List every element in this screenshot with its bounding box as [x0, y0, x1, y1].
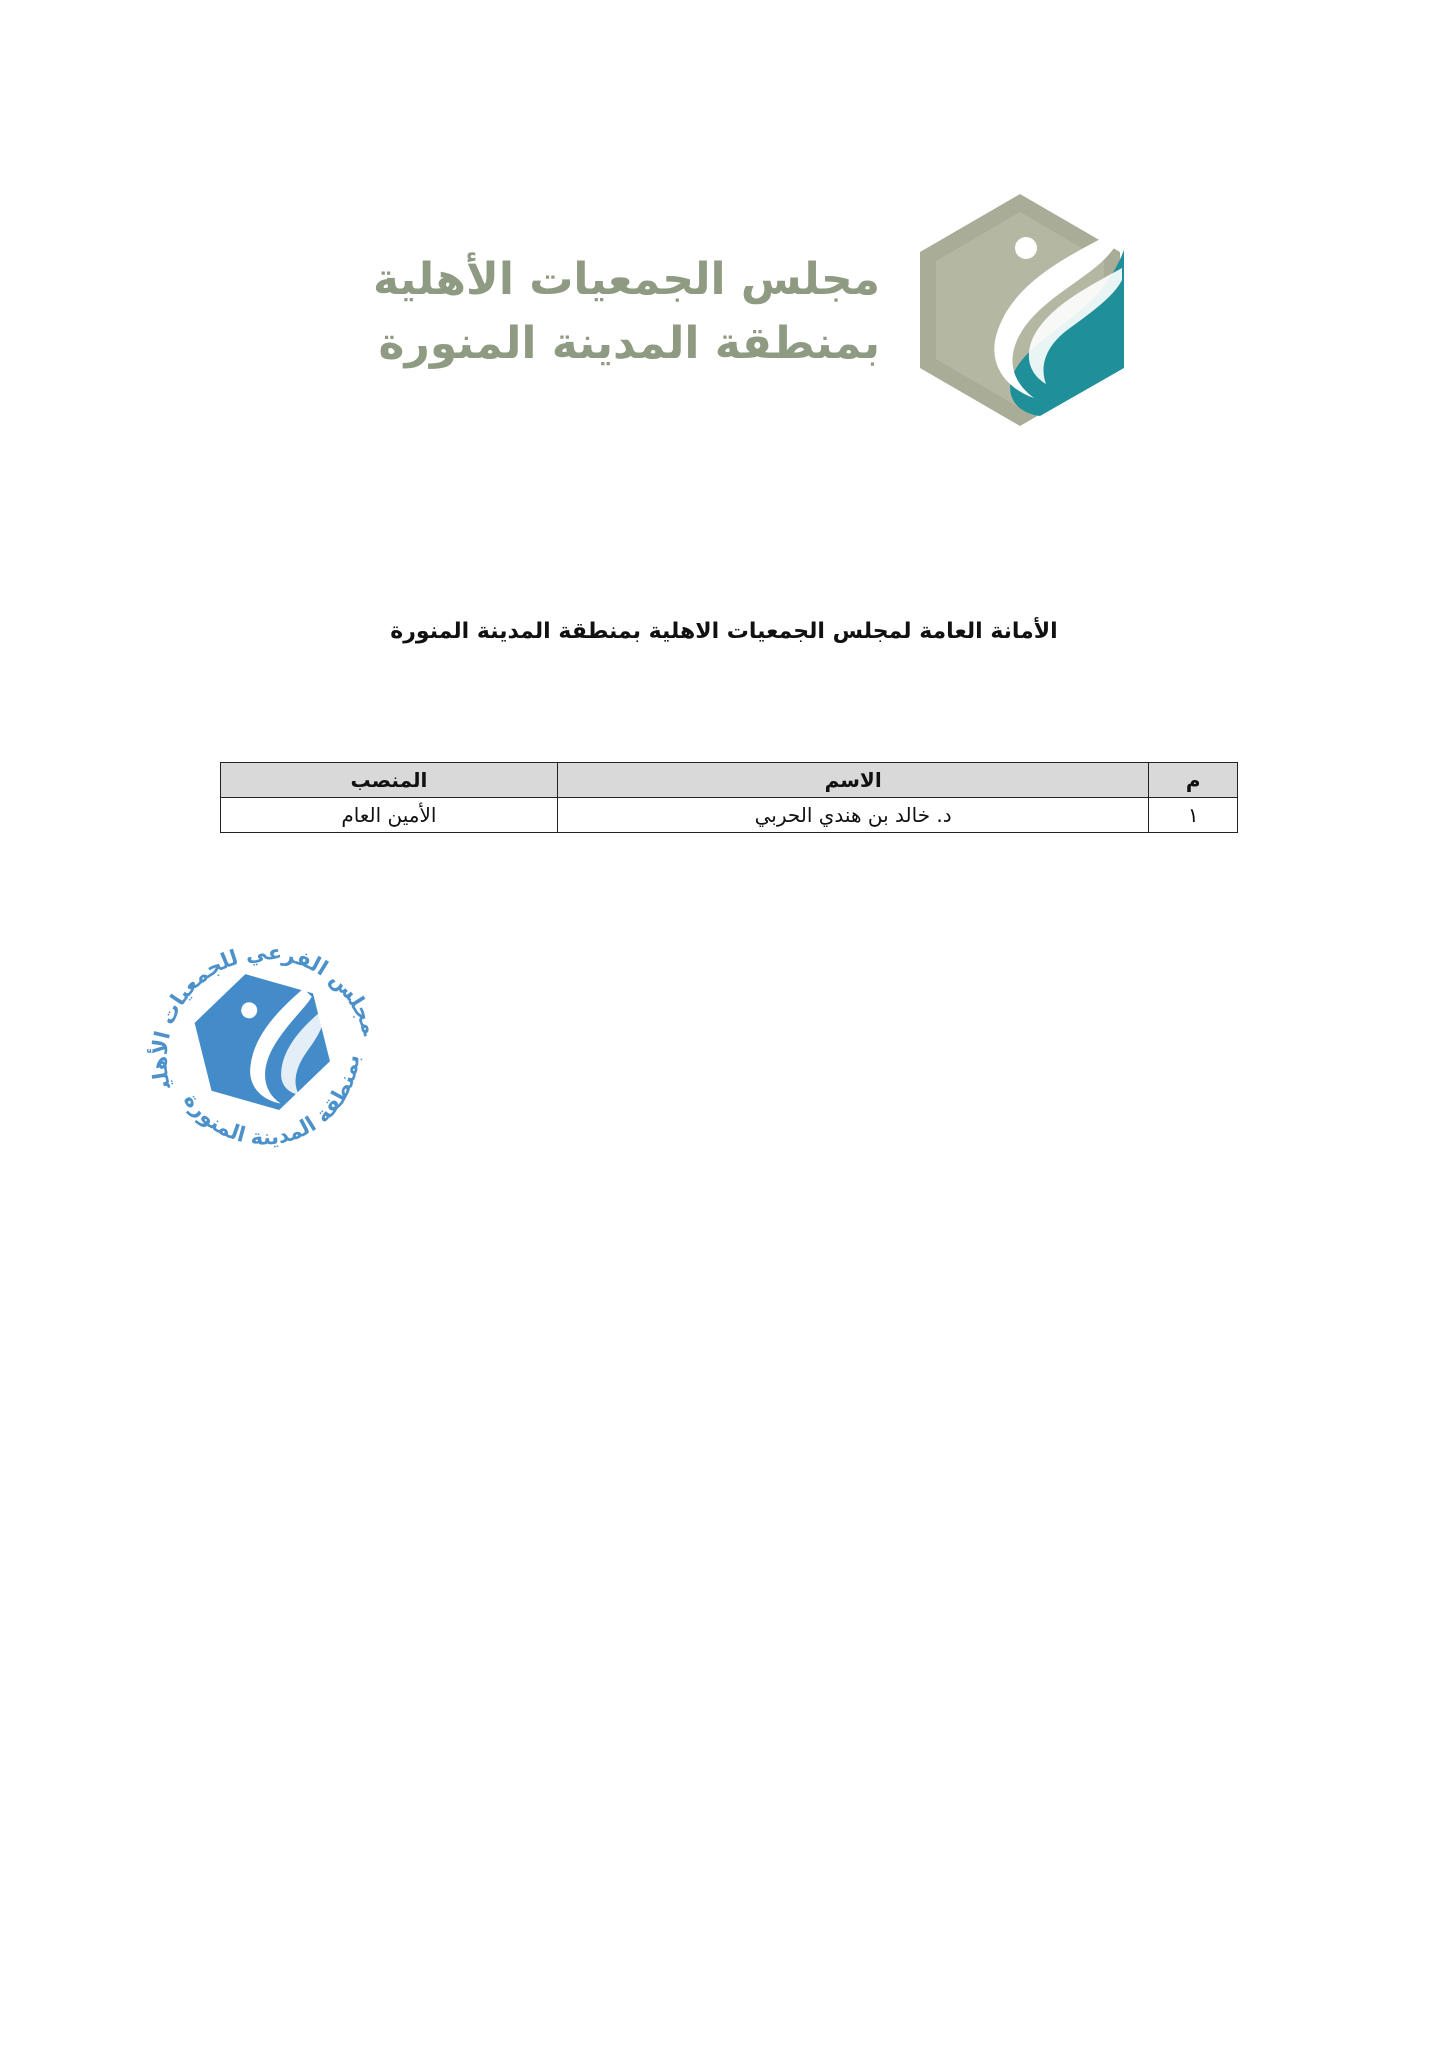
logo-text — [373, 248, 880, 376]
table-header-row — [221, 763, 1238, 798]
members-table — [220, 762, 1238, 833]
header-num: م — [1149, 763, 1238, 798]
official-stamp — [128, 910, 398, 1180]
cell-name: د. خالد بن هندي الحربي — [557, 798, 1148, 833]
cell-position: الأمين العام — [221, 798, 558, 833]
logo-line-2: بمنطقة المدينة المنورة — [378, 318, 880, 369]
header-position: المنصب — [221, 763, 558, 798]
logo-line-1: مجلس الجمعيات الأهلية — [372, 254, 880, 305]
council-logo-icon — [900, 190, 1140, 430]
header-name: الاسم — [557, 763, 1148, 798]
document-title: الأمانة العامة لمجلس الجمعيات الاهلية بمنطقة المدينة المنورة — [390, 619, 1058, 644]
svg-text:بمنطقة المدينة المنورة: بمنطقة المدينة المنورة — [179, 1053, 364, 1150]
header-logo — [372, 190, 1140, 430]
table-row — [221, 798, 1238, 833]
svg-text:المجلس الفرعي للجمعيات الأهلية: المجلس الفرعي للجمعيات الأهلية — [147, 940, 383, 1092]
cell-num: ١ — [1149, 798, 1238, 833]
